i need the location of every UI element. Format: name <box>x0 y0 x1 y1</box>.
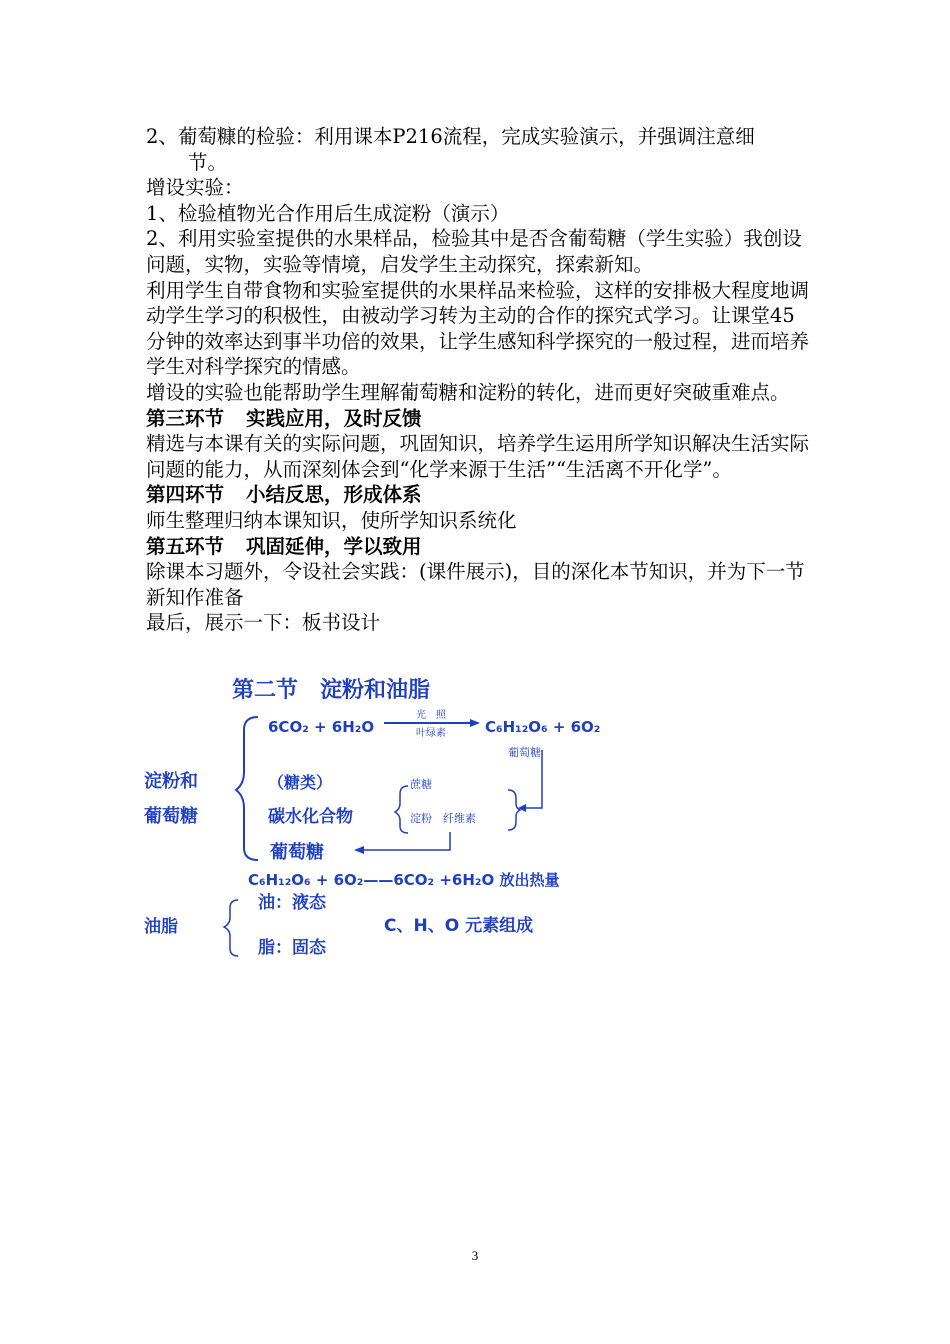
combustion-equation: C₆H₁₂O₆ + 6O₂——6CO₂ +6H₂O 放出热量 <box>248 871 560 889</box>
arrow-condition-chlorophyll: 叶绿素 <box>416 728 446 739</box>
elements-label: C、H、O 元素组成 <box>384 916 534 936</box>
glucose-label: 葡萄糖 <box>508 746 541 759</box>
paragraph-glucose-test: 2、葡萄糠的检验：利用课本P216流程，完成实验演示，并强调注意细 <box>146 125 755 148</box>
paragraph-glucose-test-cont: 节。 <box>188 150 228 174</box>
paragraph-conversion: 增设的实验也能帮助学生理解葡萄糖和淀粉的转化，进而更好突破重难点。 <box>146 380 790 404</box>
section-3-title: 实践应用，及时反馈 <box>246 406 422 430</box>
paragraph-self-food: 利用学生自带食物和实验室提供的水果样品来检验，这样的安排极大程度地调动学生学习的积极性，由被动学习转为主动的合作的探究式学习。让课堂45分钟的效率达到事半功倍的效果，让学生感知科学探究的一般过程，进而培养学生对科学探究的情感。 <box>146 278 810 379</box>
carbohydrate-label: 碳水化合物 <box>268 807 353 827</box>
section-4-number: 第四环节 <box>146 483 225 507</box>
fat-label: 油脂 <box>144 917 178 937</box>
left-label-glucose: 葡萄糖 <box>144 806 198 827</box>
glucose-bottom-label: 葡萄糖 <box>270 842 324 863</box>
oil-liquid-label: 油：液态 <box>258 893 326 913</box>
board-title: 第二节 淀粉和油脂 <box>232 678 431 703</box>
starch-fiber-label: 淀粉 纤维素 <box>410 812 476 825</box>
photosynthesis-arrowhead <box>470 719 480 727</box>
board-diagram-svg <box>140 670 660 970</box>
paragraph-extension: 除课本习题外，令设社会实践：(课件展示)，目的深化本节知识，并为下一节新知作准备 <box>146 560 805 609</box>
fat-solid-label: 脂：固态 <box>258 938 326 958</box>
sugar-class-label: （糖类） <box>268 773 333 792</box>
photosynthesis-reactants: 6CO₂ + 6H₂O <box>268 718 375 736</box>
starch-brace <box>236 717 258 860</box>
right-brace <box>508 790 520 830</box>
section-5-title: 巩固延伸，学以致用 <box>246 534 422 558</box>
page-number: 3 <box>471 1248 479 1263</box>
section-heading-5 <box>146 534 814 560</box>
paragraph-practice: 精选与本课有关的实际问题，巩固知识，培养学生运用所学知识解决生活实际问题的能力，从而深刻体会到“化学来源于生活”“生活离不开化学”。 <box>146 432 810 481</box>
photosynthesis-products: C₆H₁₂O₆ + 6O₂ <box>485 718 601 736</box>
section-3-number: 第三环节 <box>146 406 225 430</box>
left-label-starch: 淀粉和 <box>144 771 198 792</box>
section-heading-3 <box>146 406 814 432</box>
paragraph-experiment-1: 1、检验植物光合作用后生成淀粉（演示） <box>146 201 510 225</box>
body-text <box>146 124 814 636</box>
section-5-number: 第五环节 <box>146 534 225 558</box>
board-design-diagram <box>140 670 660 970</box>
sucrose-label: 蔗糖 <box>410 778 432 791</box>
paragraph-summary: 师生整理归纳本课知识，使所学知识系统化 <box>146 508 517 532</box>
paragraph-added-experiments: 增设实验： <box>146 176 244 200</box>
arrow-condition-light: 光 照 <box>416 710 446 721</box>
paragraph-experiment-2: 2、利用实验室提供的水果样品，检验其中是否含葡萄糖（学生实验）我创设问题，实物，实验等情境，启发学生主动探究，探索新知。 <box>146 227 802 276</box>
fat-brace <box>224 900 238 956</box>
starch-to-glucose-line <box>362 832 450 850</box>
section-heading-4 <box>146 482 814 508</box>
carbohydrate-brace <box>395 786 408 833</box>
paragraph-board-intro: 最后，展示一下：板书设计 <box>146 611 381 635</box>
section-4-title: 小结反思，形成体系 <box>246 483 422 507</box>
starch-to-glucose-arrowhead <box>354 846 364 854</box>
